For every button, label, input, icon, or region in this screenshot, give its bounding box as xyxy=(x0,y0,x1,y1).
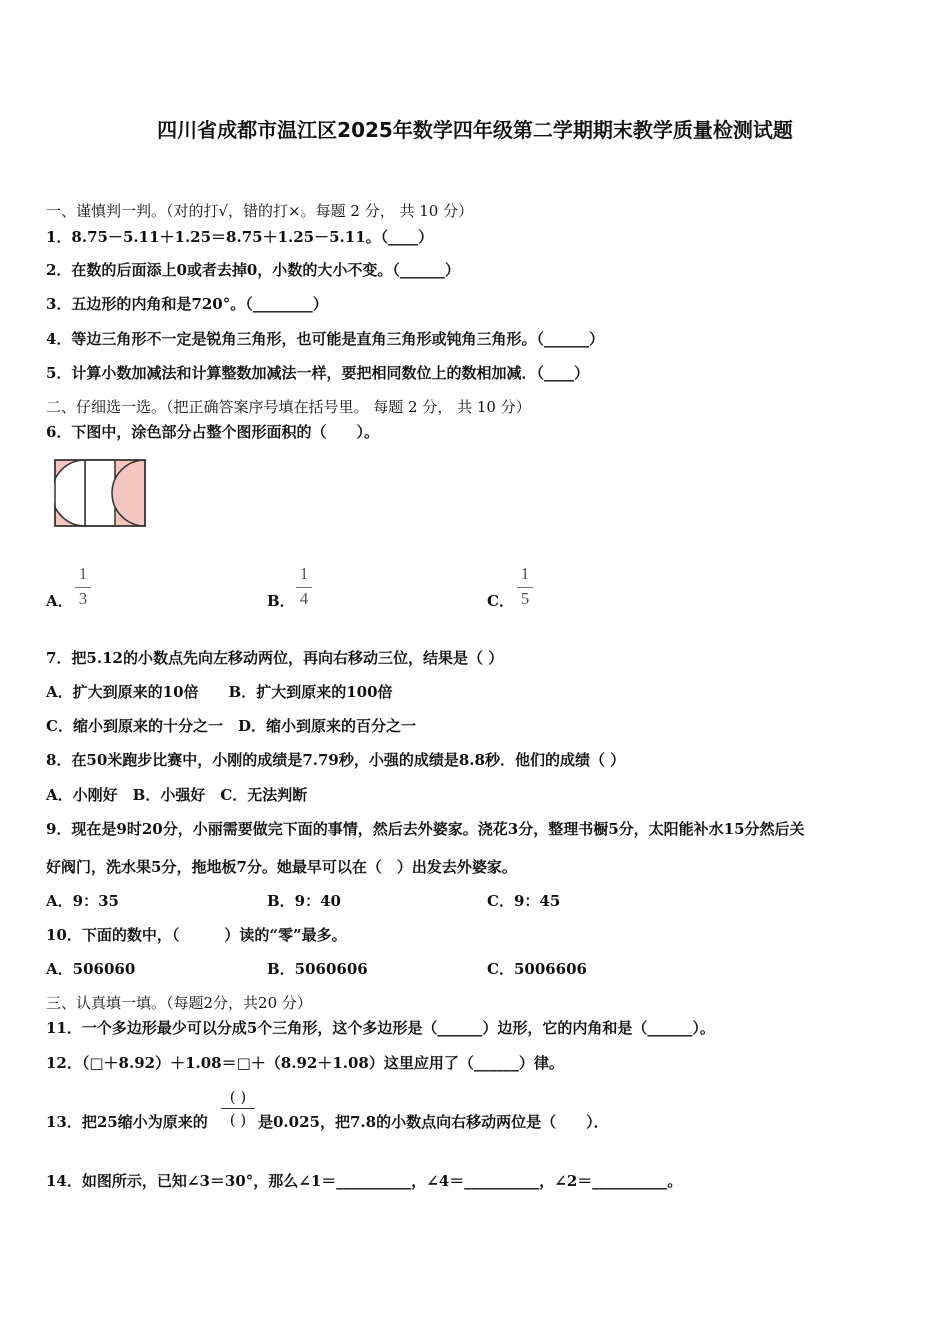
question-13-fraction: ( ) ( ) xyxy=(221,1088,255,1129)
question-10-option-b: B．5060606 xyxy=(267,960,368,978)
question-12: 12．（□＋8.92）＋1.08＝□＋（8.92＋1.08）这里应用了（______）律。 xyxy=(46,1054,564,1072)
question-3: 3．五边形的内角和是720°。（________） xyxy=(46,295,328,313)
q6-option-a-fraction: 1 3 xyxy=(75,565,91,608)
section2-heading: 二、仔细选一选。（把正确答案序号填在括号里。 每题 2 分， 共 10 分） xyxy=(46,398,531,416)
q6-option-a-label: A． xyxy=(46,592,73,610)
section3-heading: 三、认真填一填。（每题2分，共20 分） xyxy=(46,994,312,1012)
question-6-stem: 6．下图中，涂色部分占整个图形面积的（ ）。 xyxy=(46,423,379,441)
question-9-stem-line2: 好阀门，洗水果5分，拖地板7分。她最早可以在（ ）出发去外婆家。 xyxy=(46,858,517,876)
page-title: 四川省成都市温江区2025年数学四年级第二学期期末教学质量检测试题 xyxy=(157,118,793,142)
question-13-after: 是0.025，把7.8的小数点向右移动两位是（ ）． xyxy=(258,1113,609,1131)
question-9-option-a: A．9：35 xyxy=(46,892,119,910)
question-4: 4．等边三角形不一定是锐角三角形，也可能是直角三角形或钝角三角形。（______） xyxy=(46,330,604,348)
question-8-options: A．小刚好 B．小强好 C．无法判断 xyxy=(46,786,308,804)
question-1: 1．8.75－5.11＋1.25＝8.75＋1.25－5.11。（____） xyxy=(46,228,434,246)
q6-figure-middle xyxy=(85,460,115,526)
question-9-option-b: B．9：40 xyxy=(267,892,341,910)
section1-heading: 一、谨慎判一判。（对的打√，错的打×。每题 2 分， 共 10 分） xyxy=(46,202,474,220)
question-7-options-ab: A．扩大到原来的10倍 B．扩大到原来的100倍 xyxy=(46,683,393,701)
question-7-options-cd: C．缩小到原来的十分之一 D．缩小到原来的百分之一 xyxy=(46,717,416,735)
question-8-stem: 8．在50米跑步比赛中，小刚的成绩是7.79秒，小强的成绩是8.8秒．他们的成绩（ ） xyxy=(46,751,626,769)
question-10-stem: 10．下面的数中，（ ）读的“零”最多。 xyxy=(46,926,347,944)
question-9-stem-line1: 9．现在是9时20分，小丽需要做完下面的事情，然后去外婆家。浇花3分，整理书橱5分，太阳能补水15分然后关 xyxy=(46,820,805,838)
question-11: 11．一个多边形最少可以分成5个三角形，这个多边形是（______）边形，它的内角和是（______）。 xyxy=(46,1019,715,1037)
q6-option-c-fraction: 1 5 xyxy=(517,565,533,608)
q6-option-b-label: B． xyxy=(267,592,295,610)
q6-figure xyxy=(54,459,148,529)
question-10-option-a: A．506060 xyxy=(46,960,136,978)
question-5: 5．计算小数加减法和计算整数加减法一样，要把相同数位上的数相加减．（____） xyxy=(46,364,589,382)
question-13-before: 13．把25缩小为原来的 xyxy=(46,1113,208,1131)
question-10-option-c: C．5006606 xyxy=(487,960,587,978)
question-14: 14．如图所示，已知∠3＝30°，那么∠1＝__________，∠4＝__________，∠2＝__________。 xyxy=(46,1172,683,1190)
question-7-stem: 7．把5.12的小数点先向左移动两位，再向右移动三位，结果是（ ） xyxy=(46,649,504,667)
question-9-option-c: C．9：45 xyxy=(487,892,561,910)
question-2: 2．在数的后面添上0或者去掉0，小数的大小不变。（______） xyxy=(46,261,460,279)
q6-option-c-label: C． xyxy=(487,592,514,610)
q6-option-b-fraction: 1 4 xyxy=(296,565,312,608)
